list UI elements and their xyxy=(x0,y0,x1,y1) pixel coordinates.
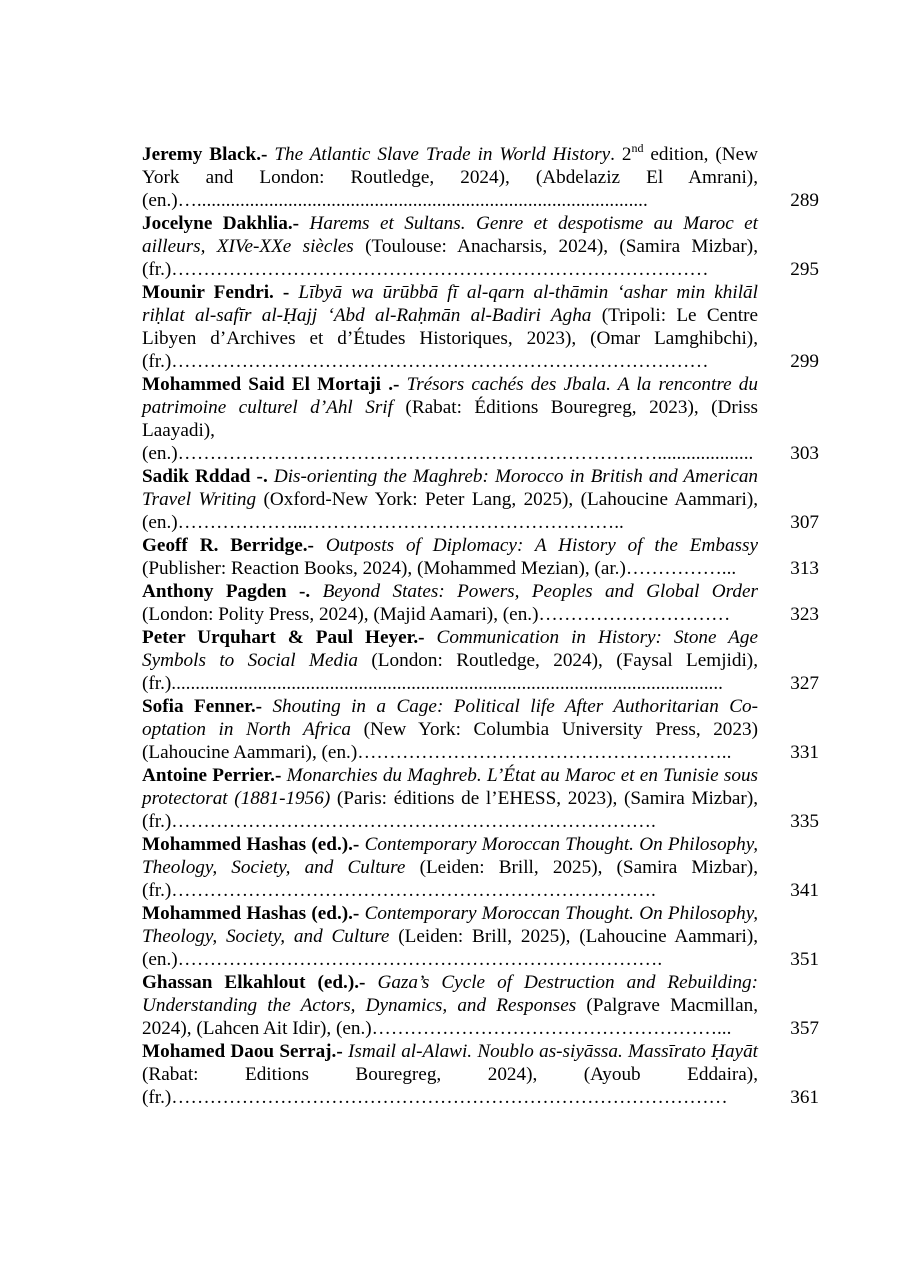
entry-text xyxy=(142,626,758,695)
entry-text xyxy=(142,971,758,1040)
entry-text xyxy=(142,580,758,626)
entry-author: Geoff R. Berridge.- xyxy=(142,535,314,556)
entry-page-number: 295 xyxy=(790,259,819,280)
toc-entry xyxy=(142,1040,819,1109)
entry-author: Mohammed Hashas (ed.).- xyxy=(142,834,360,855)
entry-details: (Leiden: Brill, 2025), (Samira Mizbar), (fr.)…………………………………………………………………. xyxy=(142,857,758,901)
entry-title: Monarchies du Maghreb. L’État au Maroc et en Tunisie sous protectorat (1881-1956) xyxy=(142,765,758,809)
entry-details: (Tripoli: Le Centre Libyen d’Archives et d’Études Historiques, 2023), (Omar Lamghibchi), (fr.)………………………………………………………………………… xyxy=(142,305,758,372)
entry-text xyxy=(142,534,758,580)
entry-text xyxy=(142,281,758,373)
entry-title: Harems et Sultans. Genre et despotisme au Maroc et ailleurs, XIVe-XXe siècles xyxy=(142,213,759,257)
toc-entry xyxy=(142,281,819,373)
entry-page-number: 331 xyxy=(790,742,819,763)
entry-title: Contemporary Moroccan Thought. On Philosophy, Theology, Society, and Culture xyxy=(142,903,759,947)
entry-text xyxy=(142,465,758,534)
entry-title: Ismail al-Alawi. Noublo as-siyāssa. Massīrato Ḥayāt xyxy=(348,1041,758,1062)
entry-title-suffix: . 2 xyxy=(610,144,632,165)
entry-author: Mohammed Hashas (ed.).- xyxy=(142,903,360,924)
entry-author: Peter Urquhart & Paul Heyer.- xyxy=(142,627,425,648)
toc-entry xyxy=(142,626,819,695)
entry-author: Mohamed Daou Serraj.- xyxy=(142,1041,343,1062)
entry-page-number: 303 xyxy=(790,443,819,464)
entry-author: Jeremy Black.- xyxy=(142,144,268,165)
entry-details: (Oxford-New York: Peter Lang, 2025), (Lahoucine Aammari), (en.)………………...………………………………………….. xyxy=(142,489,759,533)
entry-author: Sofia Fenner.- xyxy=(142,696,263,717)
toc-entry xyxy=(142,373,819,465)
entry-text xyxy=(142,695,758,764)
entry-text xyxy=(142,902,758,971)
entry-details: (Leiden: Brill, 2025), (Lahoucine Aammari), (en.)…………………………………………………………………. xyxy=(142,926,759,970)
entry-details: (New York: Columbia University Press, 2023) (Lahoucine Aammari), (en.)………………………………………………….. xyxy=(142,719,758,763)
toc-entry xyxy=(142,140,819,212)
entry-title: Beyond States: Powers, Peoples and Global Order xyxy=(322,581,758,602)
entry-page-number: 335 xyxy=(790,811,819,832)
entry-author: Ghassan Elkahlout (ed.).- xyxy=(142,972,366,993)
entry-text xyxy=(142,140,759,212)
entry-details: edition, (New York and London: Routledge, 2024), (Abdelaziz El Amrani), (en.)….............................................................................................. xyxy=(142,144,759,211)
entry-text xyxy=(142,1040,758,1109)
entry-text xyxy=(142,212,758,281)
entry-details: (Toulouse: Anacharsis, 2024), (Samira Mizbar), (fr.)………………………………………………………………………… xyxy=(142,236,758,280)
entry-details: (Paris: éditions de l’EHESS, 2023), (Samira Mizbar), (fr.)…………………………………………………………………. xyxy=(142,788,759,832)
entry-details: (London: Polity Press, 2024), (Majid Aamari), (en.)………………………… xyxy=(142,604,731,625)
entry-title: Outposts of Diplomacy: A History of the Embassy xyxy=(325,535,758,556)
entry-page-number: 313 xyxy=(790,558,819,579)
entry-title: Dis-orienting the Maghreb: Morocco in British and American Travel Writing xyxy=(142,466,759,510)
entry-details: (Palgrave Macmillan, 2024), (Lahcen Ait Idir), (en.)………………………………………………... xyxy=(142,995,758,1039)
entry-title: Trésors cachés des Jbala. A la rencontre du patrimoine culturel d’Ahl Srif xyxy=(142,374,758,418)
entry-title: Gaza’s Cycle of Destruction and Rebuilding: Understanding the Actors, Dynamics, and Responses xyxy=(142,972,759,1016)
entry-text xyxy=(142,764,758,833)
toc-entry xyxy=(142,212,819,281)
toc-entry xyxy=(142,971,819,1040)
entry-details: (Rabat: Editions Bouregreg, 2024), (Ayoub Eddaira), (fr.)…………………………………………………………………………… xyxy=(142,1064,758,1108)
toc-entry xyxy=(142,465,819,534)
entry-author: Jocelyne Dakhlia.- xyxy=(142,213,300,234)
toc-entry xyxy=(142,833,819,902)
entry-superscript: nd xyxy=(631,140,644,155)
entry-page-number: 327 xyxy=(790,673,819,694)
entry-author: Sadik Rddad -. xyxy=(142,466,268,487)
toc-entry xyxy=(142,764,819,833)
entry-page-number: 299 xyxy=(790,351,819,372)
entry-title: Shouting in a Cage: Political life After Authoritarian Co-optation in North Africa xyxy=(142,696,758,740)
entry-author: Anthony Pagden -. xyxy=(142,581,311,602)
entry-page-number: 323 xyxy=(790,604,819,625)
entry-author: Antoine Perrier.- xyxy=(142,765,282,786)
toc-entry xyxy=(142,695,819,764)
entry-details: (London: Routledge, 2024), (Faysal Lemjidi), (fr.)................................................................................................................... xyxy=(142,650,758,694)
toc-entry xyxy=(142,534,819,580)
entry-page-number: 341 xyxy=(790,880,819,901)
toc-entry xyxy=(142,580,819,626)
entry-page-number: 357 xyxy=(790,1018,819,1039)
entry-details: (Rabat: Éditions Bouregreg, 2023), (Driss Laayadi), (en.)………………………………………………………………….................... xyxy=(142,397,758,464)
entry-details: (Publisher: Reaction Books, 2024), (Mohammed Mezian), (ar.)……………... xyxy=(142,558,737,579)
entry-text xyxy=(142,373,758,465)
toc-entry xyxy=(142,902,819,971)
entry-title: Contemporary Moroccan Thought. On Philosophy, Theology, Society, and Culture xyxy=(142,834,759,878)
entry-page-number: 307 xyxy=(790,512,819,533)
entry-text xyxy=(142,833,758,902)
entry-title: Lībyā wa ūrūbbā fī al-qarn al-thāmin ʻashar min khilāl riḥlat al-safīr al-Ḥajj ʻAbd al-Raḥmān al-Badiri Agha xyxy=(142,282,758,326)
entry-page-number: 351 xyxy=(790,949,819,970)
entry-page-number: 289 xyxy=(790,190,819,211)
entry-author: Mounir Fendri. - xyxy=(142,282,290,303)
entry-title: Communication in History: Stone Age Symbols to Social Media xyxy=(142,627,758,671)
entry-page-number: 361 xyxy=(790,1087,819,1108)
entry-author: Mohammed Said El Mortaji .- xyxy=(142,374,400,395)
table-of-contents xyxy=(142,140,819,1109)
entry-title: The Atlantic Slave Trade in World History xyxy=(274,144,611,165)
